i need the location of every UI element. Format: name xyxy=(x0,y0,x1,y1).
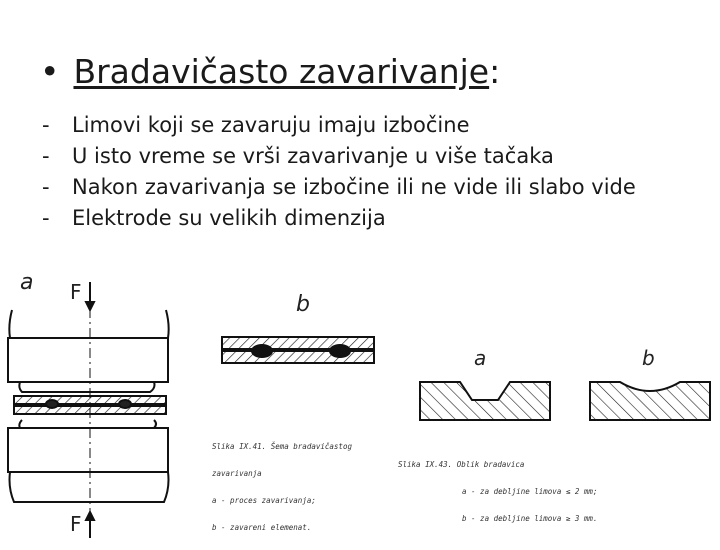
caption-left-line: Slika IX.41. Šema bradavičastog xyxy=(212,442,352,451)
slide-title xyxy=(40,52,500,91)
list-dash: - xyxy=(42,175,50,199)
label-a2: a xyxy=(474,346,487,370)
label-b2: b xyxy=(642,346,655,370)
list-item xyxy=(42,110,636,141)
title-colon: : xyxy=(489,52,501,91)
welding-diagram xyxy=(0,270,720,540)
caption-right-line: Slika IX.43. Oblik bradavica xyxy=(398,460,525,469)
bump-shape-a xyxy=(420,382,550,420)
list-dash: - xyxy=(42,144,50,168)
electrode-assembly xyxy=(8,282,169,538)
list-item xyxy=(42,141,636,172)
label-b: b xyxy=(296,292,310,317)
list-dash: - xyxy=(42,206,50,230)
label-f-top: F xyxy=(70,280,82,304)
title-heading: Bradavičasto zavarivanje xyxy=(73,52,490,91)
welded-element xyxy=(222,337,374,363)
bump-shape-b xyxy=(590,382,710,420)
caption-right xyxy=(398,442,597,541)
caption-right-line: b - za debljine limova ≥ 3 mm. xyxy=(462,514,598,523)
caption-left-line: b - zavareni elemenat. xyxy=(212,523,312,532)
bullet-list xyxy=(42,110,636,234)
list-item-text: Nakon zavarivanja se izbočine ili ne vide ili slabo vide xyxy=(72,175,636,199)
caption-left-line: zavarivanja xyxy=(212,469,262,478)
caption-right-line: a - za debljine limova ≤ 2 mm; xyxy=(462,487,598,496)
list-item xyxy=(42,203,636,234)
label-f-bottom: F xyxy=(70,512,82,536)
caption-left xyxy=(212,424,352,550)
title-bullet: • xyxy=(40,52,60,91)
list-dash: - xyxy=(42,113,50,137)
diagram-drawing xyxy=(0,270,720,540)
caption-left-line: a - proces zavarivanja; xyxy=(212,496,316,505)
list-item-text: Limovi koji se zavaruju imaju izbočine xyxy=(72,113,470,137)
list-item xyxy=(42,172,636,203)
label-a: a xyxy=(20,270,34,295)
list-item-text: U isto vreme se vrši zavarivanje u više tačaka xyxy=(72,144,554,168)
list-item-text: Elektrode su velikih dimenzija xyxy=(72,206,386,230)
